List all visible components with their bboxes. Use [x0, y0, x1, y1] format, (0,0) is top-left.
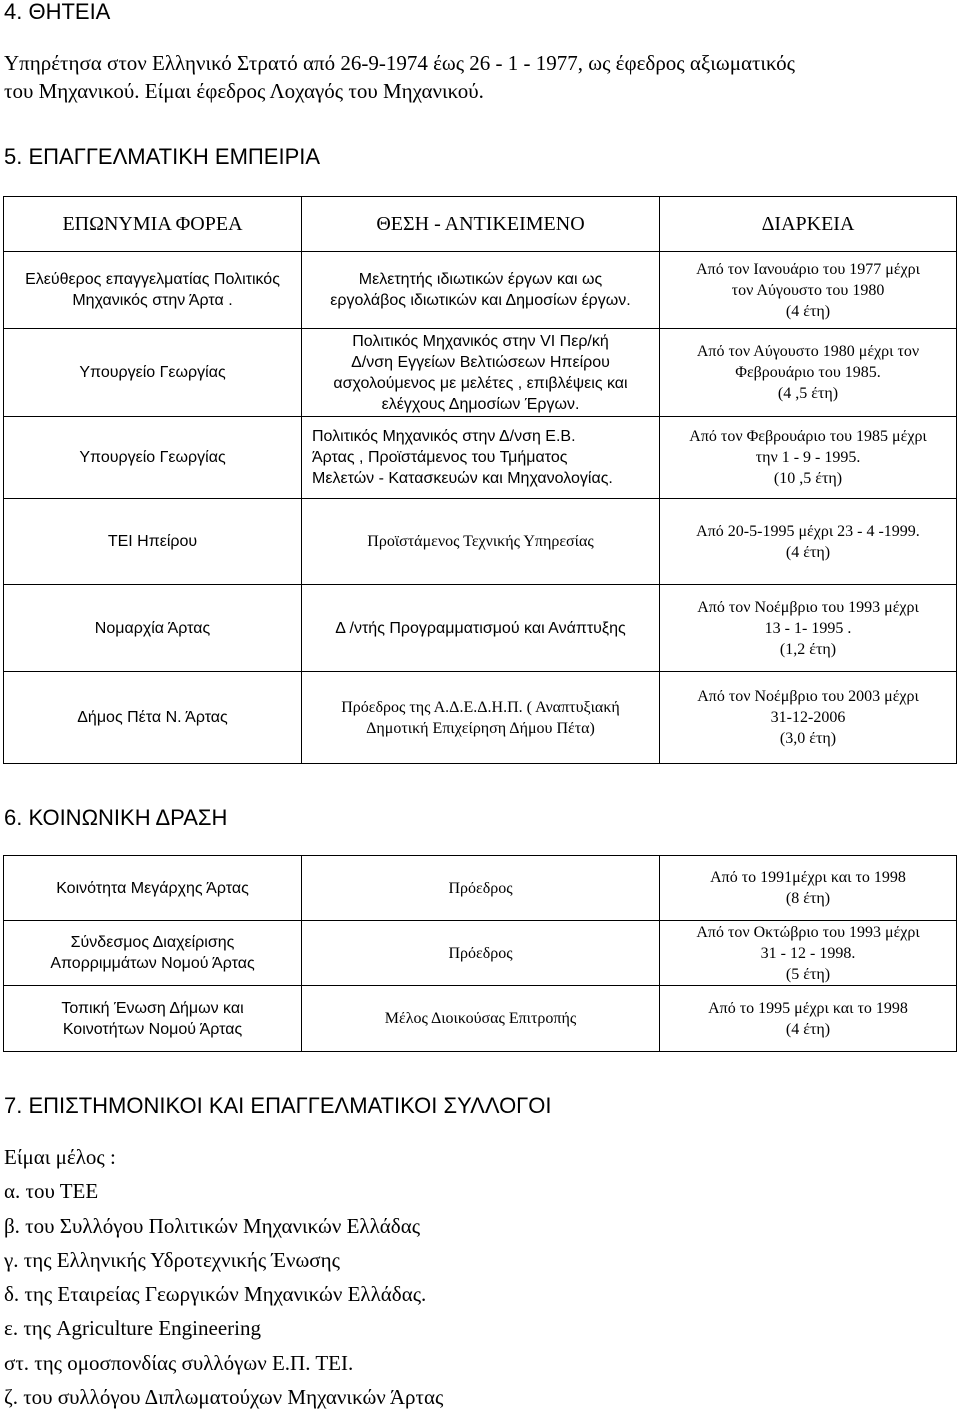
cell-line: 31 - 12 - 1998. — [760, 944, 856, 962]
org-cell — [4, 921, 302, 986]
list-item: δ. της Εταιρείας Γεωργικών Μηχανικών Ελλάδας. — [4, 1282, 427, 1307]
org-cell — [4, 417, 302, 499]
table-row — [4, 499, 957, 585]
duration-cell — [660, 329, 957, 417]
cell-line: Τοπική Ένωση Δήμων και — [61, 999, 244, 1017]
org-cell — [4, 585, 302, 672]
experience-table — [3, 196, 957, 764]
cell-line: (1,2 έτη) — [779, 640, 837, 658]
cell-line: (3,0 έτη) — [779, 730, 837, 747]
cell-line: Από τον Νοέμβριο του 2003 μέχρι — [697, 688, 919, 705]
military-service-text — [4, 49, 954, 105]
column-header-duration: ΔΙΑΡΚΕΙΑ — [660, 197, 957, 252]
column-header-org: ΕΠΩΝΥΜΙΑ ΦΟΡΕΑ — [4, 197, 302, 252]
role-cell — [302, 585, 660, 672]
org-cell — [4, 252, 302, 329]
cell-line: Από τον Νοέμβριο του 1993 μέχρι — [697, 598, 919, 616]
table-row — [4, 417, 957, 499]
social-table — [3, 855, 957, 1052]
cell-line: Από το 1991μέχρι και το 1998 — [710, 869, 906, 886]
table-row — [4, 986, 957, 1052]
cell-line: Πολιτικός Μηχανικός στην VI Περ/κή — [352, 332, 609, 350]
role-cell — [302, 417, 660, 499]
cell-line: Κοινότητα Μεγάρχης Άρτας — [56, 879, 249, 897]
military-line: του Μηχανικού. Είμαι έφεδρος Λοχαγός του Μηχανικού. — [4, 79, 484, 103]
cell-line: Από τον Αύγουστο 1980 μέχρι τον — [696, 343, 920, 360]
cell-line: Πρόεδρος της Α.Δ.Ε.Δ.Η.Π. ( Αναπτυξιακή — [341, 698, 620, 716]
cell-line: (4 ,5 έτη) — [777, 385, 839, 402]
org-cell — [4, 672, 302, 764]
duration-cell — [660, 672, 957, 764]
role-cell — [302, 672, 660, 764]
section-heading-experience: 5. ΕΠΑΓΓΕΛΜΑΤΙΚΗ ΕΜΠΕΙΡΙΑ — [4, 144, 321, 169]
cell-line: (4 έτη) — [785, 543, 831, 561]
list-item: ζ. του συλλόγου Διπλωματούχων Μηχανικών Άρτας — [4, 1385, 444, 1410]
cell-line: (5 έτη) — [785, 965, 831, 983]
duration-cell — [660, 856, 957, 921]
cell-line: Πρόεδρος — [448, 879, 513, 897]
column-header-role: ΘΕΣΗ - ΑΝΤΙΚΕΙΜΕΝΟ — [302, 197, 660, 252]
list-item: στ. της ομοσπονδίας συλλόγων Ε.Π. ΤΕΙ. — [4, 1350, 354, 1375]
duration-cell — [660, 499, 957, 585]
list-item: β. του Συλλόγου Πολιτικών Μηχανικών Ελλάδας — [4, 1213, 421, 1238]
cell-line: Μηχανικός στην Άρτα . — [72, 292, 233, 309]
role-cell — [302, 921, 660, 986]
military-line: Υπηρέτησα στον Ελληνικό Στρατό από 26-9-1974 έως 26 - 1 - 1977, ως έφεδρος αξιωματικός — [4, 51, 795, 75]
list-item: γ. της Ελληνικής Υδροτεχνικής Ένωσης — [4, 1247, 340, 1272]
org-cell — [4, 329, 302, 417]
cell-line: (4 έτη) — [785, 302, 831, 320]
cell-line: Δ /ντής Προγραμματισμού και Ανάπτυξης — [335, 619, 626, 637]
cell-line: Δημοτική Επιχείρηση Δήμου Πέτα) — [366, 719, 595, 737]
cell-line: Μελετητής ιδιωτικών έργων και ως — [358, 271, 603, 288]
cell-line: ΤΕΙ Ηπείρου — [107, 533, 198, 550]
role-cell — [302, 856, 660, 921]
table-row — [4, 856, 957, 921]
cell-line: (10 ,5 έτη) — [773, 470, 843, 487]
role-cell — [302, 986, 660, 1052]
list-item: ε. της Agriculture Engineering — [4, 1316, 261, 1341]
cell-line: 13 - 1- 1995 . — [764, 619, 852, 637]
cell-line: Ελεύθερος επαγγελματίας Πολιτικός — [25, 271, 280, 288]
associations-list — [4, 1140, 443, 1414]
duration-cell — [660, 417, 957, 499]
cell-line: ασχολούμενος με μελέτες , επιβλέψεις και — [333, 374, 628, 392]
cell-line: την 1 - 9 - 1995. — [755, 449, 861, 466]
table-row — [4, 672, 957, 764]
org-cell — [4, 499, 302, 585]
cell-line: Πρόεδρος — [448, 944, 513, 962]
cell-line: (4 έτη) — [785, 1020, 831, 1038]
cell-line: Από τον Φεβρουάριο του 1985 μέχρι — [689, 428, 927, 445]
duration-cell — [660, 585, 957, 672]
table-row — [4, 921, 957, 986]
cell-line: Φεβρουάριο του 1985. — [735, 364, 881, 381]
cell-line: Πολιτικός Μηχανικός στην Δ/νση Ε.Β. — [312, 428, 576, 445]
cell-line: Απορριμμάτων Νομού Άρτας — [50, 955, 255, 972]
experience-header-row — [4, 197, 957, 252]
cell-line: Από τον Οκτώβριο του 1993 μέχρι — [696, 923, 920, 941]
cell-line: Νομαρχία Άρτας — [94, 619, 211, 637]
cell-line: Μέλος Διοικούσας Επιτροπής — [384, 1010, 577, 1027]
role-cell — [302, 252, 660, 329]
cell-line: Από το 1995 μέχρι και το 1998 — [708, 999, 908, 1017]
cell-line: 31-12-2006 — [770, 709, 846, 726]
cell-line: Κοινοτήτων Νομού Άρτας — [62, 1020, 243, 1038]
cell-line: Προϊστάμενος Τεχνικής Υπηρεσίας — [367, 533, 594, 550]
org-cell — [4, 986, 302, 1052]
cell-line: Μελετών - Κατασκευών και Μηχανολογίας. — [312, 470, 613, 487]
duration-cell — [660, 986, 957, 1052]
cell-line: τον Αύγουστο του 1980 — [731, 281, 885, 299]
duration-cell — [660, 921, 957, 986]
associations-intro: Είμαι μέλος : — [4, 1145, 116, 1169]
cell-line: εργολάβος ιδιωτικών και Δημοσίων έργων. — [330, 292, 631, 309]
org-cell — [4, 856, 302, 921]
role-cell — [302, 329, 660, 417]
cell-line: Υπουργείο Γεωργίας — [79, 449, 226, 466]
table-row — [4, 329, 957, 417]
section-heading-associations: 7. ΕΠΙΣΤΗΜΟΝΙΚΟΙ ΚΑΙ ΕΠΑΓΓΕΛΜΑΤΙΚΟΙ ΣΥΛΛΟΓΟΙ — [4, 1093, 552, 1118]
cell-line: Από τον Ιανουάριο του 1977 μέχρι — [696, 260, 920, 278]
cell-line: Σύνδεσμος Διαχείρισης — [70, 934, 235, 951]
duration-cell — [660, 252, 957, 329]
role-cell — [302, 499, 660, 585]
cell-line: Δ/νση Εγγείων Βελτιώσεων Ηπείρου — [351, 353, 610, 371]
cell-line: (8 έτη) — [785, 890, 831, 907]
list-item: α. του ΤΕΕ — [4, 1179, 99, 1204]
cell-line: Δήμος Πέτα Ν. Άρτας — [77, 709, 228, 726]
cell-line: Άρτας , Προϊστάμενος του Τμήματος — [312, 449, 568, 466]
section-heading-social: 6. ΚΟΙΝΩΝΙΚΗ ΔΡΑΣΗ — [4, 805, 228, 830]
cell-line: ελέγχους Δημοσίων Έργων. — [381, 395, 580, 413]
cell-line: Υπουργείο Γεωργίας — [79, 364, 226, 381]
cell-line: Από 20-5-1995 μέχρι 23 - 4 -1999. — [696, 522, 920, 540]
section-heading-military: 4. ΘΗΤΕΙΑ — [4, 0, 111, 24]
table-row — [4, 585, 957, 672]
table-row — [4, 252, 957, 329]
